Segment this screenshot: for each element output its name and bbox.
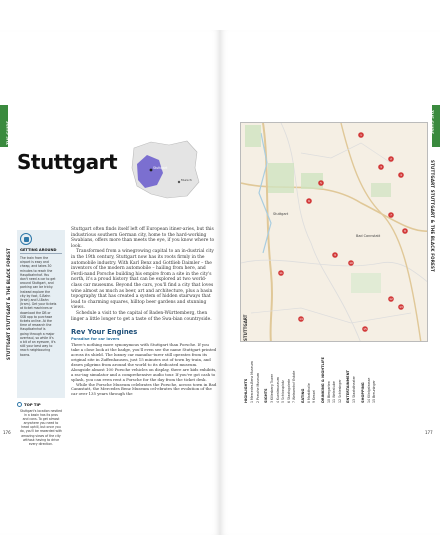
page-number: 177 [425,430,433,435]
getting-around-line: city by foot, S-Bahn [20,293,51,298]
running-header: STUTTGART STUTTGART & THE BLACK FOREST [430,160,435,272]
map-graphic [241,123,428,342]
getting-around-line: SSB app to purchase [20,314,53,319]
getting-around-line: reach neighbouring [20,348,51,353]
city-dot [150,169,153,172]
getting-around-line: going through a major [20,331,55,336]
map-marker-number: 11 [279,271,283,276]
legend-item: 7 Weissenhof Estate [292,370,296,403]
getting-around-heading: GETTING AROUND [20,248,62,254]
running-header: STUTTGART STUTTGART & THE BLACK FOREST [6,248,11,360]
getting-around-line: overhaul, so while it's [20,335,54,340]
top-tip-line: without having to drive [23,437,59,442]
guide-tab-label: THE GUIDE [429,110,434,135]
main-article [71,227,217,397]
top-tip-text [17,409,65,446]
minimap-region-label: Stuttgart [153,166,168,170]
map-marker-number: 2 [390,157,392,162]
legend-item: 2 Porsche Museum [255,372,260,403]
locator-minimap [129,138,201,200]
legend-heading: HIGHLIGHTS [244,378,248,403]
getting-around-line: airport is easy and [20,260,49,265]
legend-heading: EATING [300,388,305,403]
getting-around-line: around Stuttgart, and [20,281,54,286]
legend-item: 5 Schlossplatz [281,380,285,403]
top-tip-line: every direction. [28,441,54,446]
transport-icon [20,233,32,245]
getting-around-line: parking can be tricky. [20,285,54,290]
section-heading: Rev Your Engines [71,328,138,337]
top-tip-line: do, you'll be rewarded with [19,429,63,434]
legend-item: 4 Kunstmuseum [275,377,280,403]
map-marker-number: 7 [390,213,392,218]
getting-around-line: at ticket machines or [20,306,53,311]
getting-around-line: cheap, and takes 30 [20,264,52,269]
getting-around-line: towns. [20,352,31,357]
map-marker-number: 12 [389,297,393,302]
top-tip-line: in a basin has its pros [24,413,58,418]
getting-around-line: tickets online. At the [20,319,52,324]
legend-item: 8 Markthalle [306,383,311,403]
getting-around-line: minutes to reach the [20,268,53,273]
getting-around-line: The train from the [20,256,49,260]
map-legend [240,345,428,405]
top-tip-line: and cons. To get almost [22,417,60,422]
getting-around-box [17,230,65,398]
getting-around-line: time of research the [20,323,52,328]
minimap-city-label: Munich [181,178,192,182]
section-paragraph: While the Porsche Museum celebrates the Porsche, across town in Bad Cannstatt, the Mercedes Benz Museum cel-ebrates the evolution of the car over 135 years through the [71,381,217,397]
lightbulb-icon [17,402,22,407]
top-tip-line: head uphill, but once you [21,425,61,430]
map-place-label: Bad Cannstatt [356,234,381,238]
getting-around-line: Hauptbahnhof is [20,327,46,332]
getting-around-line: download the DB or [20,310,51,315]
legend-item: 3 Killesberg Tower [270,374,274,403]
map-marker-number: 8 [404,229,406,234]
getting-around-line: don't need a car to get [20,277,56,282]
map-marker-number: 5 [320,181,322,186]
top-tip-box [17,402,65,446]
top-tip-line: Stuttgart's location nestled [19,409,63,413]
map-marker-number: 4 [400,173,402,178]
guide-tab-label: THE GUIDE [6,120,11,145]
munich-dot [178,181,180,183]
legend-item: 11 Weinstube [332,381,336,403]
map-marker-number: 9 [334,253,336,258]
map-marker-number: 1 [360,133,362,138]
intro-paragraph: Stuttgart often finds itself left off European itiner-aries, but this industrious southern German city, home to the hard-working Swabians, offers more than meets the eye, if you know where to look. [71,227,215,249]
intro-paragraph: Schedule a visit to the capital of Baden-Württemberg, then linger a little longer to get a taste of the Swa-bian countryside. [71,310,212,322]
map-marker-number: 13 [399,305,403,310]
section-paragraph: There's nothing more synonymous with Stuttgart than Porsche. If you take a close look at the badge, you'll even see the name Stuttgart printed across its shield. The luxury car manufac-turer still operates from its original site in Zuffenhausen, just 15 minutes out of town by train, and draws pilgrims from around the world to its dedicated museum. Alongside almost 100 Porsche vehicles on display, there are kids exhibits, a rac-ing simulator and a comprehensive audio tour. If you've got cash to splash, you can even rent a Porsche for the day from the ticket desk. [71,342,217,382]
legend-item: 10 Biergarten [326,381,331,403]
legend-heading: SHOPPING [360,382,365,403]
page-number: 176 [3,430,11,435]
map-marker-number: 14 [299,317,303,322]
top-tip-heading: TOP TIP [24,402,41,407]
getting-around-line: Hauptbahnhof. You [20,272,50,277]
getting-around-line: a bit of an eyesore, it's [20,340,56,345]
top-tip-line: anywhere you need to [23,421,59,426]
map-marker-number: 3 [380,165,382,170]
getting-around-text [20,256,62,357]
getting-around-line: (tram). Get your tickets [20,302,57,307]
getting-around-line: still your best way to [20,344,53,349]
top-tip-line: amazing views of the city [21,433,61,438]
legend-heading: DRINKING & NIGHTLIFE [320,357,325,403]
legend-item: 14 Königstrasse [366,377,371,403]
getting-around-line: Instead explore the [20,289,51,294]
legend-item: 6 Staatsgalerie [286,378,291,403]
legend-item: 13 Staatstheater [352,376,356,403]
intro-paragraph: Transformed from a winegrowing capital to an in-dustrial city in the 19th century, Stuttgart now has its roots firmly in the automobile industry. With Karl Benz and Gottlieb Daimler – the inventors of the modern automobile – hailing from here, and Ferdi-nand Porsche building his empire from a site in the city's north, it's a proud history that can be explored at two world-class car museums. Beyond the cars, you'll find a city that loves wine almost as much as beer, art and architecture, plus a basin topography that has created a system of hidden stairways that lead to charming squares, hilltop beer gardens and stunning views. [71,249,214,311]
legend-item: 9 Kessel [312,389,316,403]
legend-item: 1 Mercedes-Benz Museum [250,361,254,403]
getting-around-line: (train) and U-Bahn [20,298,49,303]
map-marker-number: 10 [349,261,353,266]
city-map [240,122,428,342]
legend-heading: ENTERTAINMENT [346,370,350,403]
section-subheading: Paradise for car lovers [71,335,120,341]
page-title: Stuttgart [17,150,118,174]
map-place-label: Stuttgart [273,212,289,216]
legend-heading: SIGHTS [264,388,268,403]
left-page [0,30,220,535]
legend-item: 12 Schlesinger [337,379,342,403]
map-side-label: STUTTGART [243,314,248,341]
map-marker-number: 6 [308,199,310,204]
legend-item: 15 Breuninger [372,380,376,403]
map-marker-number: 15 [363,327,367,332]
